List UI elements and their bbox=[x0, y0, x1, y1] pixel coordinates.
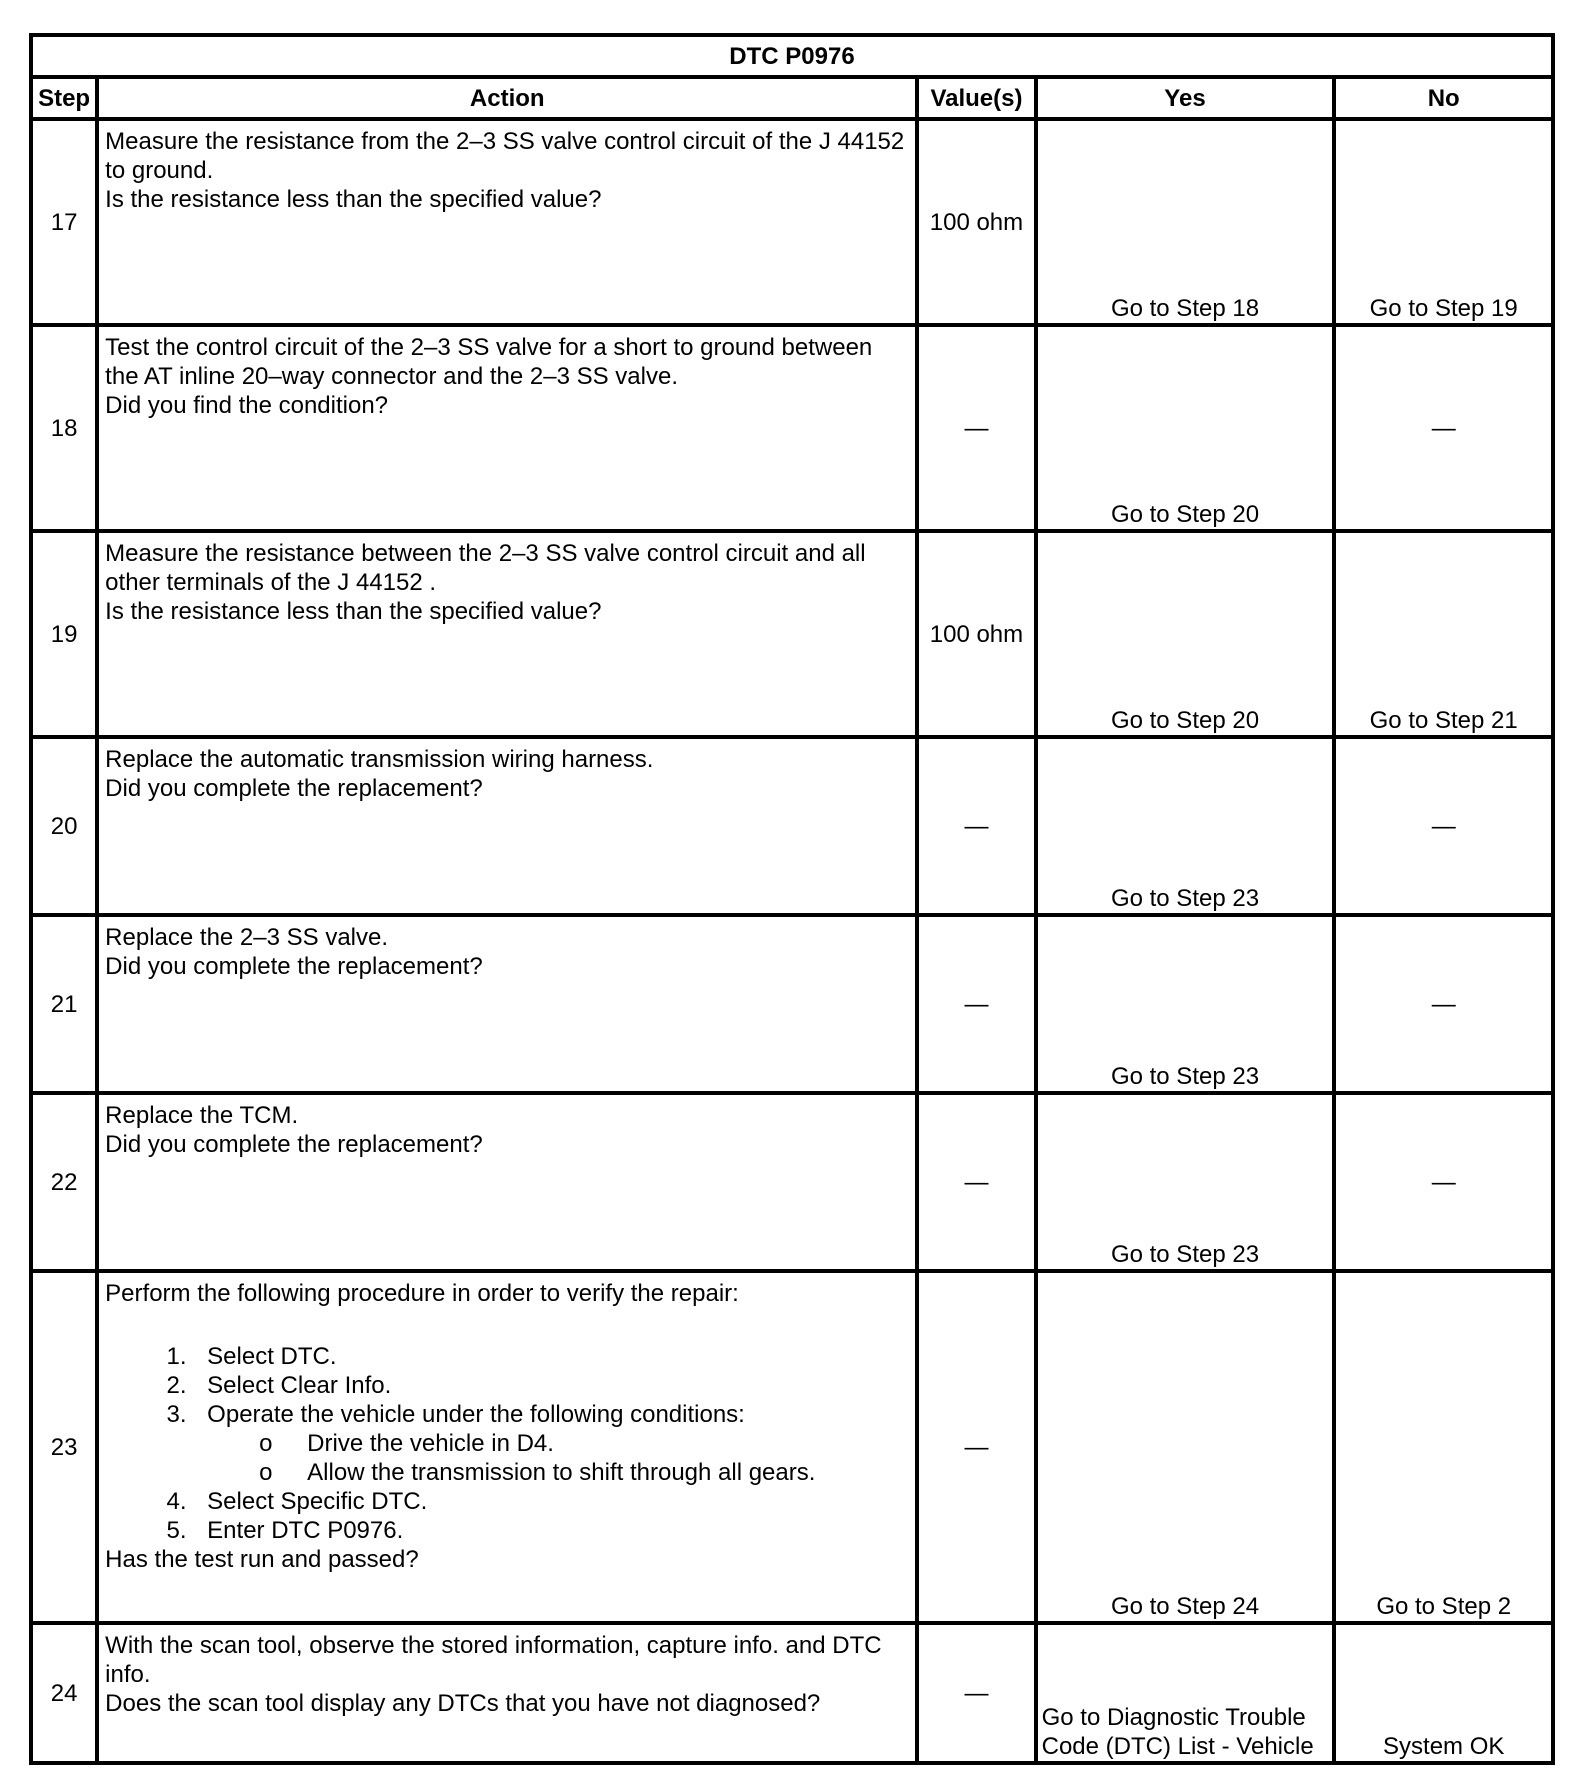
procedure-step: 1. Select DTC. bbox=[193, 1342, 911, 1371]
yes-cell: Go to Step 23 bbox=[1036, 1093, 1335, 1271]
table-row bbox=[31, 1093, 1553, 1271]
action-question: Did you complete the replacement? bbox=[105, 775, 483, 802]
action-question: Does the scan tool display any DTCs that you have not diagnosed? bbox=[105, 1690, 821, 1717]
step-number: 24 bbox=[31, 1623, 97, 1763]
step-number: 19 bbox=[31, 531, 97, 737]
action-instruction: Replace the TCM. bbox=[105, 1102, 299, 1129]
step-number: 23 bbox=[31, 1271, 97, 1623]
value-cell: — bbox=[917, 737, 1035, 915]
value-cell: — bbox=[917, 1623, 1035, 1763]
yes-cell: Go to Step 23 bbox=[1036, 915, 1335, 1093]
dtc-table bbox=[29, 33, 1555, 1765]
action-question: Is the resistance less than the specified value? bbox=[105, 186, 602, 213]
action-instruction: Measure the resistance between the 2–3 SS valve control circuit and all other terminals of the J 44152 . bbox=[105, 540, 866, 596]
action-question: Has the test run and passed? bbox=[105, 1546, 419, 1573]
value-cell: — bbox=[917, 915, 1035, 1093]
action-instruction: Measure the resistance from the 2–3 SS valve control circuit of the J 44152 to ground. bbox=[105, 128, 905, 184]
action-instruction: With the scan tool, observe the stored information, capture info. and DTC info. bbox=[105, 1632, 882, 1688]
table-row bbox=[31, 1623, 1553, 1763]
table-row bbox=[31, 325, 1553, 531]
yes-cell: Go to Step 24 bbox=[1036, 1271, 1335, 1623]
header-action: Action bbox=[97, 77, 917, 119]
action-cell bbox=[97, 325, 917, 531]
header-yes: Yes bbox=[1036, 77, 1335, 119]
table-title: DTC P0976 bbox=[31, 35, 1553, 77]
value-cell: — bbox=[917, 325, 1035, 531]
no-cell: — bbox=[1334, 737, 1553, 915]
no-cell: System OK bbox=[1334, 1623, 1553, 1763]
header-no: No bbox=[1334, 77, 1553, 119]
step-number: 18 bbox=[31, 325, 97, 531]
action-cell bbox=[97, 119, 917, 325]
header-value: Value(s) bbox=[917, 77, 1035, 119]
action-cell bbox=[97, 1093, 917, 1271]
action-cell bbox=[97, 531, 917, 737]
value-cell: — bbox=[917, 1093, 1035, 1271]
procedure-step-text: Operate the vehicle under the following conditions: bbox=[207, 1401, 745, 1428]
value-cell: 100 ohm bbox=[917, 119, 1035, 325]
procedure-step bbox=[193, 1400, 911, 1487]
procedure-step: 5. Enter DTC P0976. bbox=[193, 1516, 911, 1545]
action-cell bbox=[97, 1271, 917, 1623]
action-instruction: Test the control circuit of the 2–3 SS valve for a short to ground between the AT inline 20–way connector and the 2–3 SS valve. bbox=[105, 334, 873, 390]
action-question: Did you complete the replacement? bbox=[105, 953, 483, 980]
action-cell bbox=[97, 1623, 917, 1763]
no-cell: — bbox=[1334, 915, 1553, 1093]
condition-item: o Drive the vehicle in D4. bbox=[259, 1429, 911, 1458]
value-cell: 100 ohm bbox=[917, 531, 1035, 737]
table-row bbox=[31, 531, 1553, 737]
step-number: 17 bbox=[31, 119, 97, 325]
no-cell: Go to Step 2 bbox=[1334, 1271, 1553, 1623]
action-instruction: Replace the 2–3 SS valve. bbox=[105, 924, 389, 951]
yes-cell: Go to Step 20 bbox=[1036, 531, 1335, 737]
yes-cell: Go to Step 20 bbox=[1036, 325, 1335, 531]
yes-cell: Go to Step 18 bbox=[1036, 119, 1335, 325]
table-row bbox=[31, 119, 1553, 325]
header-row bbox=[31, 77, 1553, 119]
action-cell bbox=[97, 737, 917, 915]
conditions-list bbox=[207, 1429, 911, 1487]
procedure-step: 2. Select Clear Info. bbox=[193, 1371, 911, 1400]
action-instruction: Replace the automatic transmission wiring harness. bbox=[105, 746, 654, 773]
action-cell bbox=[97, 915, 917, 1093]
action-question: Is the resistance less than the specified value? bbox=[105, 598, 602, 625]
table-row bbox=[31, 915, 1553, 1093]
value-cell: — bbox=[917, 1271, 1035, 1623]
step-number: 20 bbox=[31, 737, 97, 915]
step-number: 21 bbox=[31, 915, 97, 1093]
step-number: 22 bbox=[31, 1093, 97, 1271]
no-cell: — bbox=[1334, 1093, 1553, 1271]
no-cell: Go to Step 19 bbox=[1334, 119, 1553, 325]
condition-item: o Allow the transmission to shift through all gears. bbox=[259, 1458, 911, 1487]
action-question: Did you complete the replacement? bbox=[105, 1131, 483, 1158]
no-cell: Go to Step 21 bbox=[1334, 531, 1553, 737]
yes-cell: Go to Diagnostic Trouble Code (DTC) List - Vehicle bbox=[1036, 1623, 1335, 1763]
procedure-list bbox=[105, 1342, 911, 1545]
procedure-step: 4. Select Specific DTC. bbox=[193, 1487, 911, 1516]
action-question: Did you find the condition? bbox=[105, 392, 389, 419]
header-step: Step bbox=[31, 77, 97, 119]
no-cell: — bbox=[1334, 325, 1553, 531]
table-row bbox=[31, 737, 1553, 915]
yes-cell: Go to Step 23 bbox=[1036, 737, 1335, 915]
table-row bbox=[31, 1271, 1553, 1623]
action-instruction: Perform the following procedure in order to verify the repair: bbox=[105, 1280, 739, 1307]
